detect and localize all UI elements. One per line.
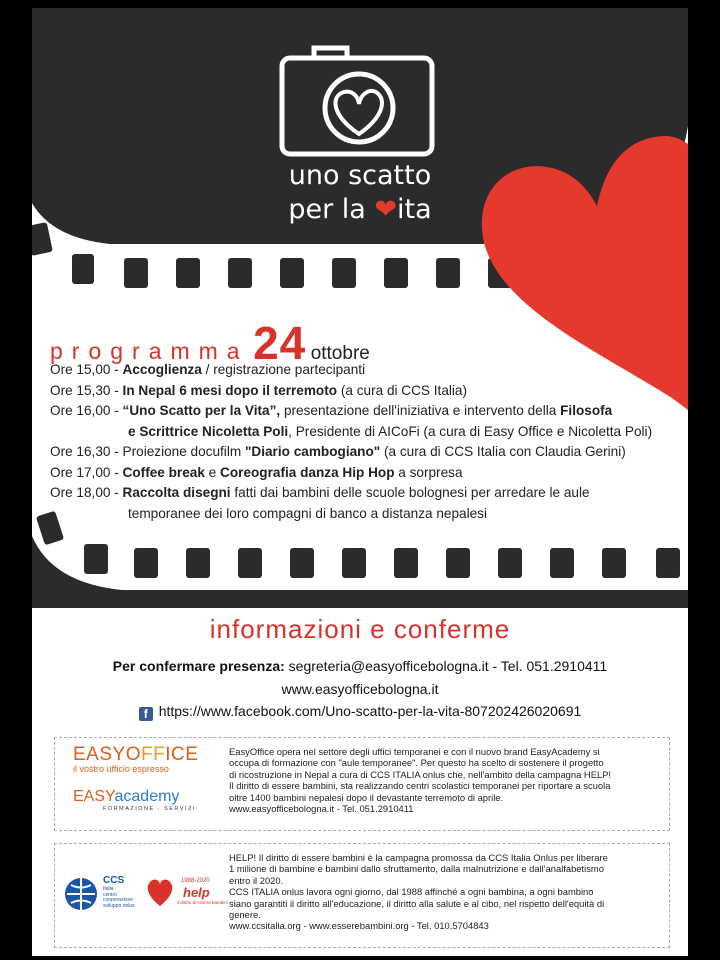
- schedule-list: [50, 360, 686, 524]
- ccs-name: CCS: [103, 875, 125, 886]
- schedule-text: Coffee break: [122, 464, 205, 480]
- easyoffice-text-line: EasyOffice opera nel settore degli uffici temporanei e con il nuovo brand EasyAcademy si: [229, 746, 600, 757]
- facebook-line: [32, 703, 688, 721]
- easyoffice-description: [229, 746, 659, 814]
- ccs-text-line: www.ccsitalia.org - www.esserebambini.org - Tel. 010.5704843: [229, 920, 489, 932]
- schedule-text: "Diario cambogiano": [244, 444, 381, 459]
- confirm-line: [32, 658, 688, 674]
- schedule-time: Ore 15,00 -: [50, 362, 123, 377]
- ccs-subtitle: [103, 887, 135, 909]
- logo-line2-post: ita: [397, 194, 432, 225]
- easyoffice-logo: [73, 744, 221, 812]
- ccs-text-line: entro il 2020.: [229, 874, 284, 886]
- schedule-time: Ore 17,00 -: [50, 464, 123, 480]
- schedule-text: In Nepal 6 mesi dopo il terremoto: [122, 382, 338, 398]
- ccs-description: [229, 852, 659, 932]
- easyoffice-wordmark: EASYOFFICE: [73, 744, 199, 765]
- schedule-row: [50, 483, 686, 504]
- program-month: ottobre: [310, 343, 370, 364]
- easyoffice-tagline: il vostro ufficio espresso: [73, 764, 169, 774]
- program-word: programma: [50, 338, 249, 364]
- child-heart-icon: [145, 876, 175, 908]
- schedule-text: e: [204, 464, 221, 480]
- ccs-logo: [63, 876, 233, 916]
- ccs-subtitle-line: Italia: [103, 886, 114, 892]
- ccs-text-line: siano garantiti il diritto all'educazione, il diritto alla salute e al cibo, nel rispetto dell'equità di: [229, 897, 605, 909]
- schedule-text: , Presidente di AICoFi (a cura di Easy Office e Nicoletta Poli): [288, 423, 653, 439]
- schedule-row: [50, 422, 686, 443]
- schedule-text: Raccolta disegni: [122, 485, 231, 500]
- globe-icon: [63, 876, 99, 912]
- easyoffice-text-line: www.easyofficebologna.it - Tel. 051.2910411: [229, 803, 414, 815]
- easyacademy-wordmark: EASYacademy: [73, 788, 180, 805]
- schedule-time: Ore 15,30 -: [50, 382, 123, 398]
- ccs-text-line: CCS ITALIA onlus lavora ogni giorno, dal 1988 affinché a ogni bambina, a ogni bambino: [229, 886, 594, 898]
- schedule-text: temporanee dei loro compagni di banco a distanza nepalesi: [128, 505, 487, 521]
- program-day: 24: [253, 317, 307, 369]
- website-link[interactable]: www.easyofficebologna.it: [281, 681, 439, 697]
- schedule-time: Ore 16,00 -: [50, 403, 123, 418]
- schedule-row: [50, 401, 686, 422]
- ccs-text-line: genere.: [229, 909, 261, 921]
- ccs-subtitle-line: sviluppo onlus: [103, 902, 135, 909]
- ccs-text-line: HELP! Il diritto di essere bambini è la campagna promossa da CCS Italia Onlus per liberare: [229, 852, 608, 863]
- heart-icon: ❤: [374, 194, 398, 225]
- info-title: informazioni e conferme: [209, 614, 511, 644]
- schedule-text: Coreografia danza Hip Hop: [220, 464, 395, 480]
- schedule-text: / registrazione partecipanti: [201, 362, 366, 377]
- facebook-icon: f: [139, 707, 153, 721]
- schedule-time: Ore 16,30 -: [50, 444, 123, 459]
- help-years: 1988-2020: [181, 878, 210, 884]
- logo-title-line-2: [32, 194, 688, 225]
- schedule-text: (a cura di CCS Italia con Claudia Gerini): [380, 444, 626, 459]
- schedule-text: (a cura di CCS Italia): [337, 382, 468, 398]
- easyacademy-tagline: FORMAZIONE · SERVIZI: [103, 806, 196, 812]
- confirm-label: Per confermare presenza:: [112, 658, 285, 674]
- help-subtitle: il diritto di essere bambini: [177, 900, 228, 905]
- ccs-box: [54, 843, 670, 948]
- logo-line2-pre: per la: [288, 194, 375, 225]
- ccs-subtitle-line: centro: [103, 891, 117, 898]
- schedule-row: [50, 504, 686, 525]
- easyoffice-box: [54, 737, 670, 831]
- easyoffice-text-line: di ricostruzione in Nepal a cura di CCS ITALIA onlus che, nell'ambito della campagna HELP!: [229, 768, 612, 780]
- schedule-row: [50, 463, 686, 484]
- schedule-text: Accoglienza: [122, 362, 202, 377]
- easyoffice-text-line: Il diritto di essere bambini, sta realizzando centri scolastici temporanei per riportare a scuola: [229, 780, 611, 792]
- poster: [32, 8, 688, 956]
- schedule-text: Filosofa: [560, 403, 613, 418]
- help-wordmark: help: [183, 885, 210, 900]
- ccs-text-line: 1 milione di bambine e bambini dallo sfruttamento, dalla malnutrizione e dall'analfabetismo: [229, 863, 604, 875]
- schedule-text: fatti dai bambini delle scuole bolognesi per arredare le aule: [230, 485, 590, 500]
- schedule-text: presentazione dell'iniziativa e intervento della: [280, 403, 561, 418]
- schedule-text: “Uno Scatto per la Vita”,: [122, 403, 281, 418]
- logo-title-line-1: uno scatto: [288, 160, 432, 191]
- ccs-subtitle-line: cooperazione: [103, 897, 134, 903]
- schedule-text: a sorpresa: [394, 464, 463, 480]
- schedule-text: e Scrittrice Nicoletta Poli: [128, 423, 289, 439]
- schedule-row: [50, 360, 686, 381]
- schedule-text: Proiezione docufilm: [122, 444, 245, 459]
- schedule-time: Ore 18,00 -: [50, 485, 123, 500]
- schedule-row: [50, 442, 686, 463]
- confirm-value: segreteria@easyofficebologna.it - Tel. 051.2910411: [284, 658, 608, 674]
- facebook-link[interactable]: https://www.facebook.com/Uno-scatto-per-la-vita-807202426020691: [158, 703, 582, 719]
- schedule-row: [50, 381, 686, 402]
- easyoffice-text-line: oltre 1400 bambini nepalesi dopo il devastante terremoto di aprile.: [229, 791, 504, 803]
- easyoffice-text-line: occupa di formazione con "aule temporanee". Per questo ha scelto di sostenere il progetto: [229, 757, 604, 769]
